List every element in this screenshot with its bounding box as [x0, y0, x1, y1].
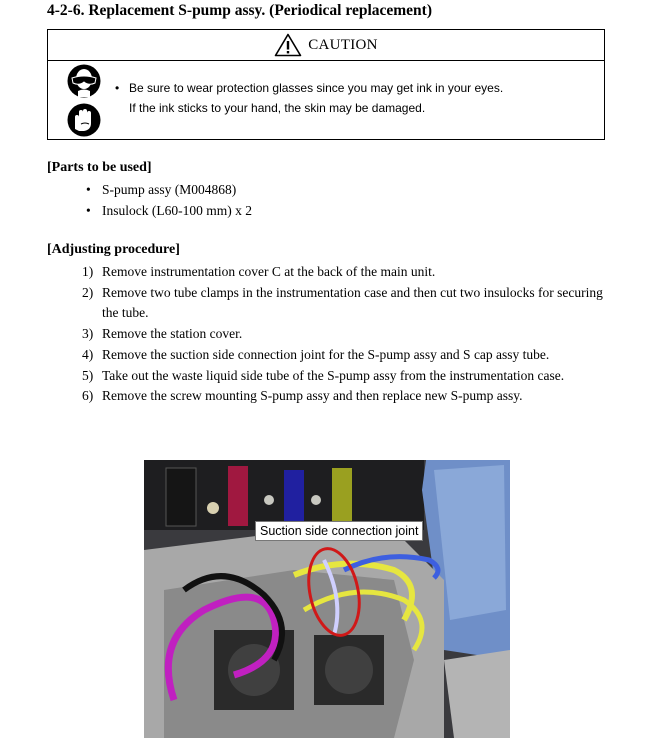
- procedure-steps: [82, 262, 612, 407]
- caution-line-1: Be sure to wear protection glasses since you may get ink in your eyes.: [129, 81, 504, 95]
- bullet: •: [86, 182, 91, 197]
- section-title: 4-2-6. Replacement S-pump assy. (Periodical replacement): [47, 2, 433, 19]
- step-text: Take out the waste liquid side tube of the S-pump assy from the instrumentation case.: [102, 367, 565, 383]
- list-item: [86, 180, 252, 201]
- step-number: 2): [82, 284, 94, 300]
- caution-bullet: •: [115, 81, 120, 95]
- list-item: [82, 262, 612, 283]
- step-number: 1): [82, 264, 94, 279]
- caution-label: CAUTION: [308, 36, 378, 53]
- parts-heading: [Parts to be used]: [47, 160, 152, 175]
- step-number: 6): [82, 388, 94, 404]
- step-number: 3): [82, 326, 94, 342]
- gloves-icon: [67, 103, 101, 137]
- step-text: Remove the station cover.: [102, 326, 243, 342]
- caution-body: [48, 61, 604, 140]
- parts-list: [86, 180, 252, 221]
- step-text: Remove the screw mounting S-pump assy and then replace new S-pump assy.: [102, 388, 523, 404]
- pump-photo: [144, 460, 510, 738]
- caution-line-2: If the ink sticks to your hand, the skin may be damaged.: [129, 101, 426, 115]
- part-name: S-pump assy (M004868): [102, 182, 237, 197]
- step-text: Remove two tube clamps in the instrumentation case and then cut two insulocks for securing the tube.: [102, 284, 603, 321]
- list-item: [82, 324, 612, 345]
- list-item: [82, 283, 612, 324]
- step-text: Remove instrumentation cover C at the back of the main unit.: [102, 264, 436, 279]
- list-item: [86, 201, 252, 222]
- safety-glasses-icon: [67, 64, 101, 98]
- list-item: [82, 386, 612, 407]
- photo-callout: Suction side connection joint: [255, 521, 423, 541]
- step-text: Remove the suction side connection joint for the S-pump assy and S cap assy tube.: [102, 346, 550, 362]
- procedure-heading: [Adjusting procedure]: [47, 242, 180, 257]
- part-name: Insulock (L60-100 mm) x 2: [102, 202, 252, 218]
- warning-triangle-icon: [274, 33, 302, 57]
- caution-box: [47, 29, 605, 140]
- list-item: [82, 345, 612, 366]
- bullet: •: [86, 202, 91, 218]
- list-item: [82, 366, 612, 387]
- caution-text: [115, 78, 503, 118]
- caution-header: [48, 30, 604, 61]
- pump-photo-illustration: [144, 460, 510, 738]
- step-number: 5): [82, 367, 94, 383]
- step-number: 4): [82, 346, 94, 362]
